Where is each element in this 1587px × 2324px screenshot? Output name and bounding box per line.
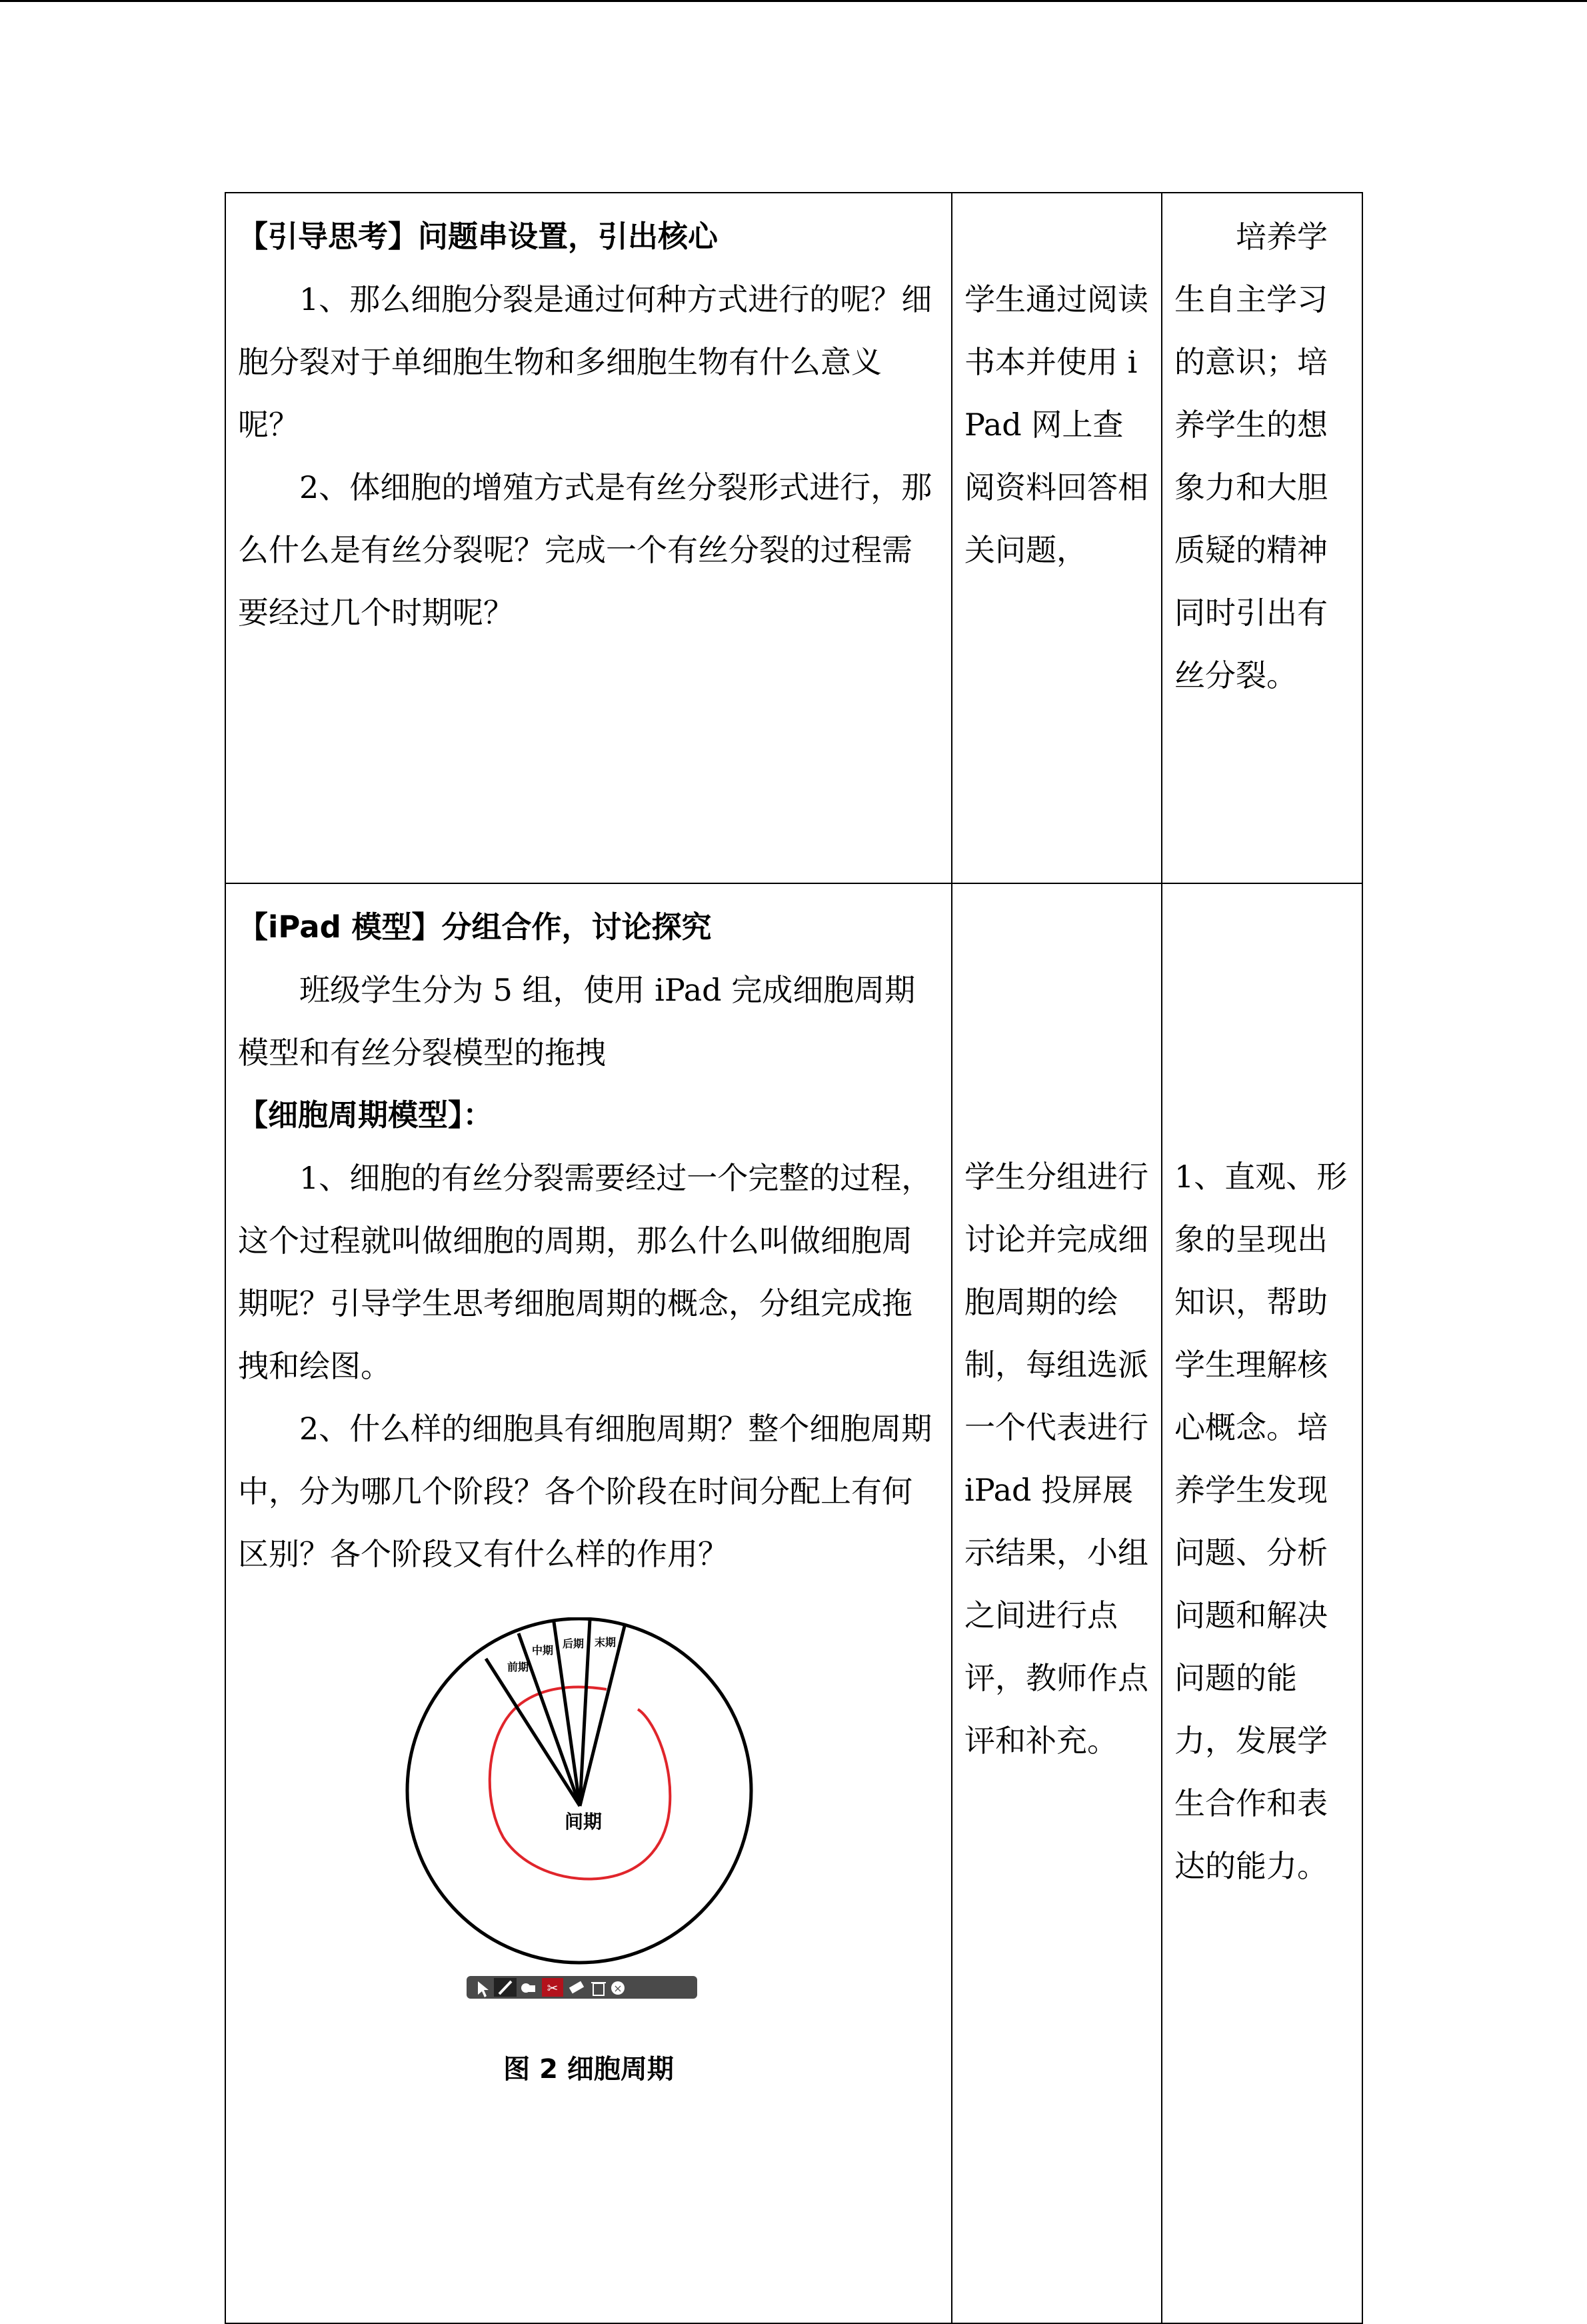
section-heading: 【iPad 模型】分组合作，讨论探究: [238, 909, 712, 945]
cell-cycle-figure: [238, 1617, 939, 2057]
drawing-toolbar: [467, 1976, 697, 1999]
sub-heading: 【细胞周期模型】：: [238, 1097, 493, 1133]
teacher-activity-cell: [225, 193, 952, 883]
section-heading: 【引导思考】问题串设置，引出核心: [238, 219, 719, 254]
cell-cycle-diagram: [238, 1617, 940, 2037]
phase-label-anaphase: 后期: [562, 1637, 585, 1650]
student-activity-text: 学生通过阅读书本并使用 iPad 网上查阅资料回答相关问题，: [964, 281, 1148, 568]
teacher-activity-cell: [225, 883, 952, 2323]
paragraph-1: 1、细胞的有丝分裂需要经过一个完整的过程，这个过程就叫做细胞的周期，那么什么叫做细胞周期呢？引导学生思考细胞周期的概念，分组完成拖拽和绘图。: [238, 1160, 932, 1384]
design-intent-text: 培养学生自主学习的意识；培养学生的想象力和大胆质疑的精神同时引出有丝分裂。: [1174, 219, 1328, 693]
table-row: [225, 883, 1362, 2323]
intro-text: 班级学生分为 5 组，使用 iPad 完成细胞周期模型和有丝分裂模型的拖拽: [238, 972, 916, 1071]
question-2: 2、体细胞的增殖方式是有丝分裂形式进行，那么什么是有丝分裂呢？完成一个有丝分裂的过程需要经过几个时期呢？: [238, 469, 932, 631]
phase-label-prophase: 前期: [507, 1661, 529, 1673]
student-activity-text: 学生分组进行讨论并完成细胞周期的绘制，每组选派一个代表进行 iPad 投屏展示结果，小组之间进行点评，教师作点评和补充。: [964, 1159, 1148, 1759]
scissors-icon: ✂: [547, 1980, 559, 1996]
design-intent-cell: [1162, 193, 1362, 883]
design-intent-cell: [1162, 883, 1362, 2323]
figure-caption: 图 2 细胞周期: [503, 2054, 674, 2085]
phase-label-metaphase: 中期: [531, 1644, 554, 1657]
lesson-plan-table: [225, 192, 1363, 2324]
interphase-label: 间期: [564, 1811, 603, 1833]
svg-text:×: ×: [613, 1982, 623, 1995]
student-activity-cell: [952, 883, 1162, 2323]
table-row: [225, 193, 1362, 883]
question-1: 1、那么细胞分裂是通过何种方式进行的呢？细胞分裂对于单细胞生物和多细胞生物有什么意义呢？: [238, 281, 932, 443]
design-intent-text: 1、直观、形象的呈现出知识，帮助学生理解核心概念。培养学生发现问题、分析问题和解决问题的能力，发展学生合作和表达的能力。: [1174, 1159, 1348, 1884]
page-top-rule: [0, 0, 1587, 2]
phase-label-telophase: 末期: [594, 1636, 617, 1649]
student-activity-cell: [952, 193, 1162, 883]
paragraph-2: 2、什么样的细胞具有细胞周期？整个细胞周期中，分为哪几个阶段？各个阶段在时间分配上有何区别？各个阶段又有什么样的作用？: [238, 1411, 932, 1572]
